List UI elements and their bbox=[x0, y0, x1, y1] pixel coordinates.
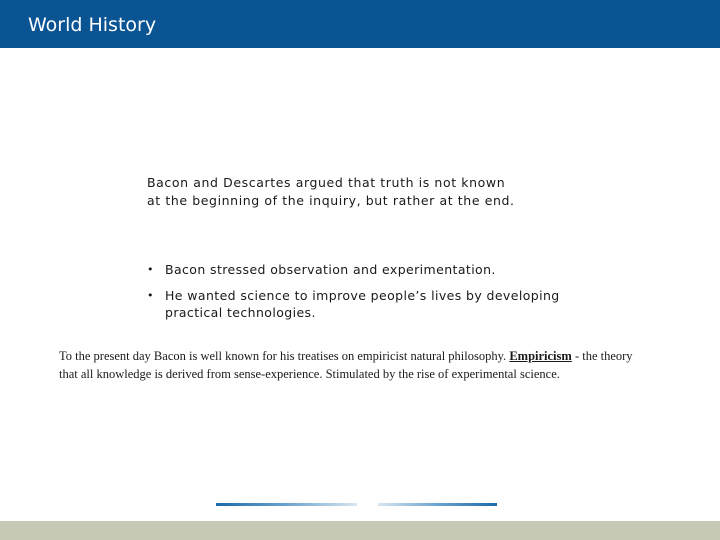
title-bar bbox=[0, 0, 720, 48]
body-line bbox=[59, 347, 689, 365]
bullet-line: He wanted science to improve people’s lives by developing bbox=[165, 288, 560, 303]
empiricism-term: Empiricism bbox=[509, 349, 572, 363]
decorative-line-right bbox=[378, 503, 497, 506]
decorative-line-left bbox=[216, 503, 357, 506]
bullet-icon: • bbox=[147, 289, 154, 302]
main-heading bbox=[147, 174, 587, 210]
footer-band bbox=[0, 521, 720, 540]
list-item bbox=[147, 261, 587, 278]
bullet-line: Bacon stressed observation and experimentation. bbox=[165, 262, 496, 277]
main-heading-line: at the beginning of the inquiry, but rather at the end. bbox=[147, 193, 515, 208]
body-text-segment: To the present day Bacon is well known for his treatises on empiricist natural philosophy. bbox=[59, 349, 510, 363]
bullet-text bbox=[165, 261, 587, 278]
bullet-line: practical technologies. bbox=[165, 305, 316, 320]
main-heading-line: Bacon and Descartes argued that truth is not known bbox=[147, 175, 506, 190]
list-item bbox=[147, 287, 587, 321]
body-text-segment: - the theory bbox=[571, 349, 633, 363]
bullet-list bbox=[147, 261, 587, 330]
bullet-icon: • bbox=[147, 263, 154, 276]
page-title: World History bbox=[28, 14, 157, 36]
body-line: that all knowledge is derived from sense-experience. Stimulated by the rise of experimental science. bbox=[59, 367, 560, 381]
bullet-text bbox=[165, 287, 587, 321]
body-paragraph bbox=[59, 347, 689, 383]
